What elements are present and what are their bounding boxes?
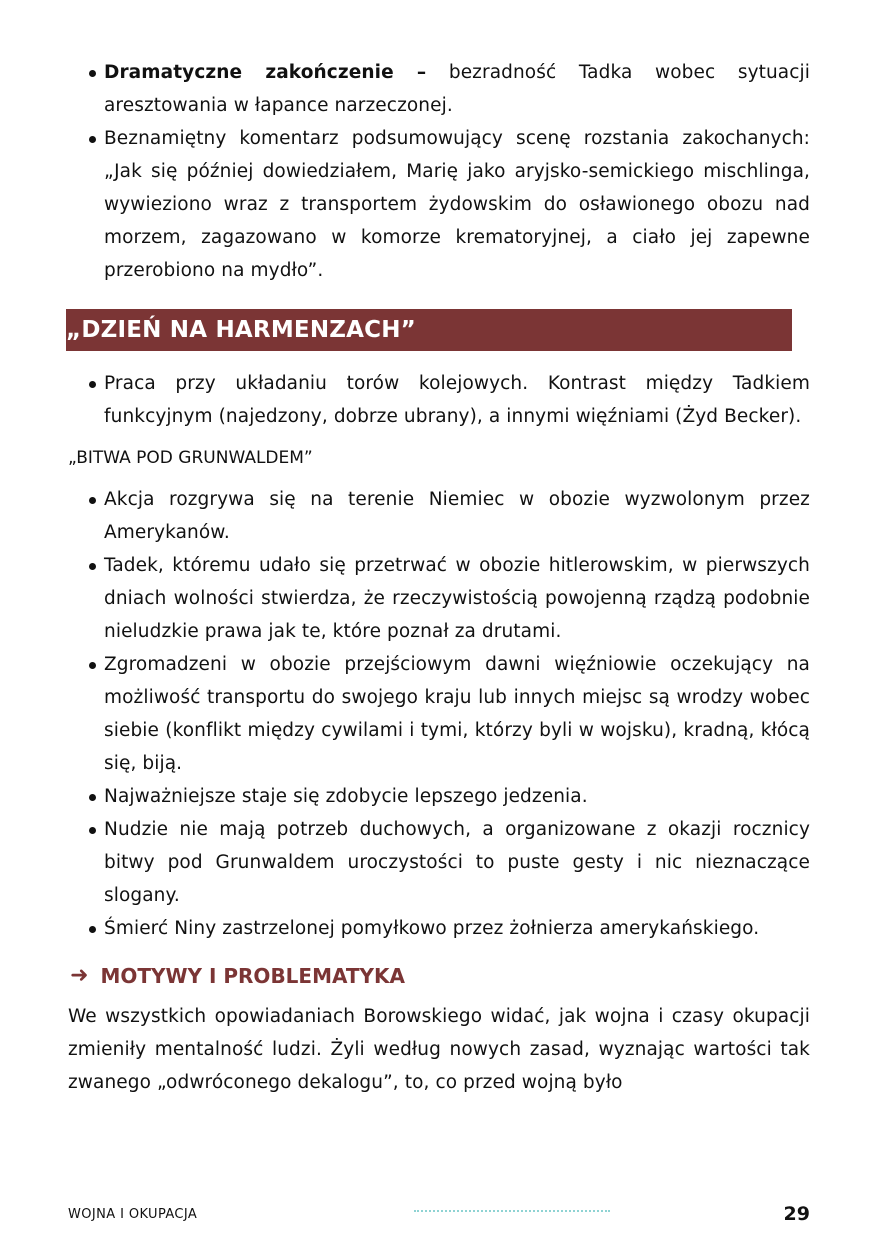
bullet-text: Beznamiętny komentarz podsumowujący scenę rozstania zakochanych: „Jak się później dowiedziałem, Marię jako aryjsko-semickiego mischlinga, wywieziono wraz z transportem żydowskim do osławionego obozu nad morzem, zagazowano w komorze krematoryjnej, a ciało jej zapewne przerobiono na mydło”. (104, 128, 810, 281)
grunwald-heading: „BITWA POD GRUNWALDEM” (68, 448, 313, 468)
list-item: Praca przy układaniu torów kolejowych. Kontrast między Tadkiem funkcyjnym (najedzony, dobrze ubrany), a innymi więźniami (Żyd Becker). (104, 367, 810, 433)
bullet-text: bezradność Tadka wobec sytuacji aresztowania w łapance narzeczonej. (104, 62, 810, 116)
page-footer (68, 1205, 810, 1229)
motif-heading-label: MOTYWY I PROBLEMATYKA (100, 963, 406, 988)
list-item (104, 56, 810, 122)
arrow-right-icon: ➜ (70, 963, 89, 988)
list-item: Tadek, któremu udało się przetrwać w obozie hitlerowskim, w pierwszych dniach wolności stwierdza, że rzeczywistością powojenną rządzą podobnie nieludzkie prawa jak te, które poznał za drutami. (104, 549, 810, 648)
footer-section-label: WOJNA I OKUPACJA (68, 1207, 198, 1222)
page-number: 29 (783, 1203, 810, 1225)
list-item (104, 122, 810, 287)
motif-heading (70, 963, 810, 988)
bullet-bold-lead: Dramatyczne zakończenie – (104, 62, 427, 83)
footer-dotted-divider (414, 1210, 610, 1212)
list-item: Śmierć Niny zastrzelonej pomyłkowo przez żołnierza amerykańskiego. (104, 912, 810, 945)
list-item: Najważniejsze staje się zdobycie lepszego jedzenia. (104, 780, 810, 813)
list-item: Nudzie nie mają potrzeb duchowych, a organizowane z okazji rocznicy bitwy pod Grunwaldem uroczystości to puste gesty i nic nieznaczące slogany. (104, 813, 810, 912)
section-title-harmenz: „DZIEŃ NA HARMENZACH” (66, 309, 792, 351)
list-item: Zgromadzeni w obozie przejściowym dawni więźniowie oczekujący na możliwość transportu do swojego kraju lub innych miejsc są wrodzy wobec siebie (konflikt między cywilami i tymi, którzy byli w wojsku), kradną, kłócą się, biją. (104, 648, 810, 780)
motif-paragraph: We wszystkich opowiadaniach Borowskiego widać, jak wojna i czasy okupacji zmieniły mentalność ludzi. Żyli według nowych zasad, wyznając wartości tak zwanego „odwróconego dekalogu”, to, co przed wojną było (68, 1006, 810, 1093)
grunwald-bullet-list (68, 483, 810, 945)
harmenz-bullet-list (68, 367, 810, 433)
page-content (68, 56, 810, 1099)
top-bullet-list (68, 56, 810, 287)
list-item: Akcja rozgrywa się na terenie Niemiec w obozie wyzwolonym przez Amerykanów. (104, 483, 810, 549)
